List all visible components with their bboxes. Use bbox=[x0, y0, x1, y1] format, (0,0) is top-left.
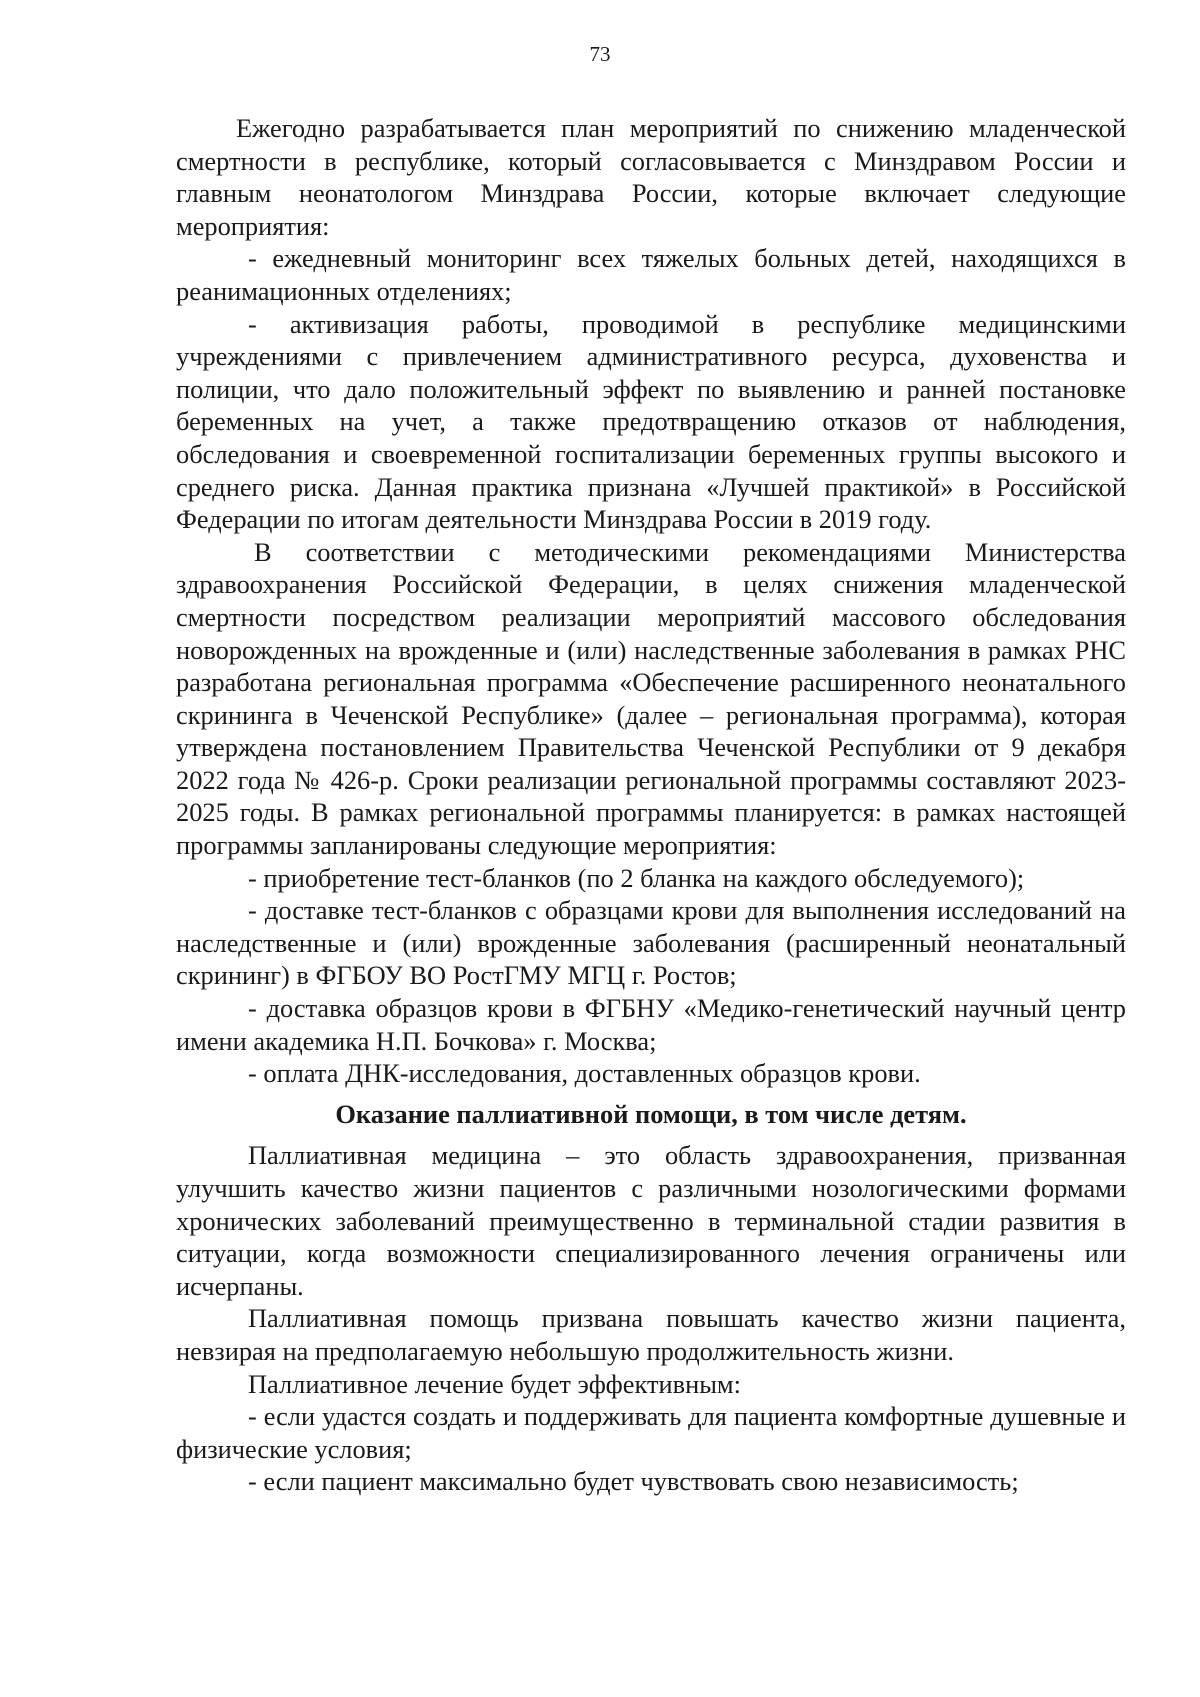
list-item: - ежедневный мониторинг всех тяжелых больных детей, находящихся в реанимационных отделениях; bbox=[176, 243, 1126, 306]
paragraph: Паллиативная медицина – это область здравоохранения, призванная улучшить качество жизни пациентов с различными нозологическими формами хронических заболеваний преимущественно в терминальной стадии развития в ситуации, когда возможности специализированного лечения ограничены или исчерпаны. bbox=[176, 1140, 1126, 1301]
paragraph: Паллиативное лечение будет эффективным: bbox=[248, 1368, 741, 1399]
document-body bbox=[176, 112, 1126, 1498]
paragraph: В соответствии с методическими рекомендациями Министерства здравоохранения Российской Федерации, в целях снижения младенческой смертности посредством реализации мероприятий массового обследования новорожденных на врожденные и (или) наследственные заболевания в рамках РНС разработана региональная программа «Обеспечение расширенного неонатального скрининга в Чеченской Республике» (далее – региональная программа), которая утверждена постановлением Правительства Чеченской Республики от 9 декабря 2022 года № 426-р. Сроки реализации региональной программы составляют 2023-2025 годы. В рамках региональной программы планируется: в рамках настоящей программы запланированы следующие мероприятия: bbox=[176, 536, 1126, 861]
list-item: - если удастся создать и поддерживать для пациента комфортные душевные и физические условия; bbox=[176, 1401, 1126, 1464]
list-item: - если пациент максимально будет чувствовать свою независимость; bbox=[248, 1466, 1019, 1497]
paragraph: Ежегодно разрабатывается план мероприятий по снижению младенческой смертности в республике, который согласовывается с Минздравом России и главным неонатологом Минздрава России, которые включает следующие мероприятия: bbox=[176, 113, 1126, 241]
list-item: - доставке тест-бланков с образцами крови для выполнения исследований на наследственные и (или) врожденные заболевания (расширенный неонатальный скрининг) в ФГБОУ ВО РостГМУ МГЦ г. Ростов; bbox=[176, 895, 1126, 991]
list-item: - приобретение тест-бланков (по 2 бланка на каждого обследуемого); bbox=[248, 862, 1025, 893]
list-item: - оплата ДНК-исследования, доставленных образцов крови. bbox=[248, 1058, 921, 1089]
section-heading: Оказание паллиативной помощи, в том числе детям. bbox=[335, 1098, 967, 1129]
page-number: 73 bbox=[589, 42, 611, 66]
list-item: - доставка образцов крови в ФГБНУ «Медико-генетический научный центр имени академика Н.П. Бочкова» г. Москва; bbox=[176, 993, 1126, 1056]
paragraph: Паллиативная помощь призвана повышать качество жизни пациента, невзирая на предполагаемую небольшую продолжительность жизни. bbox=[176, 1303, 1126, 1366]
list-item: - активизация работы, проводимой в республике медицинскими учреждениями с привлечением административного ресурса, духовенства и полиции, что дало положительный эффект по выявлению и ранней постановке беременных на учет, а также предотвращению отказов от наблюдения, обследования и своевременной госпитализации беременных группы высокого и среднего риска. Данная практика признана «Лучшей практикой» в Российской Федерации по итогам деятельности Минздрава России в 2019 году. bbox=[176, 308, 1126, 535]
